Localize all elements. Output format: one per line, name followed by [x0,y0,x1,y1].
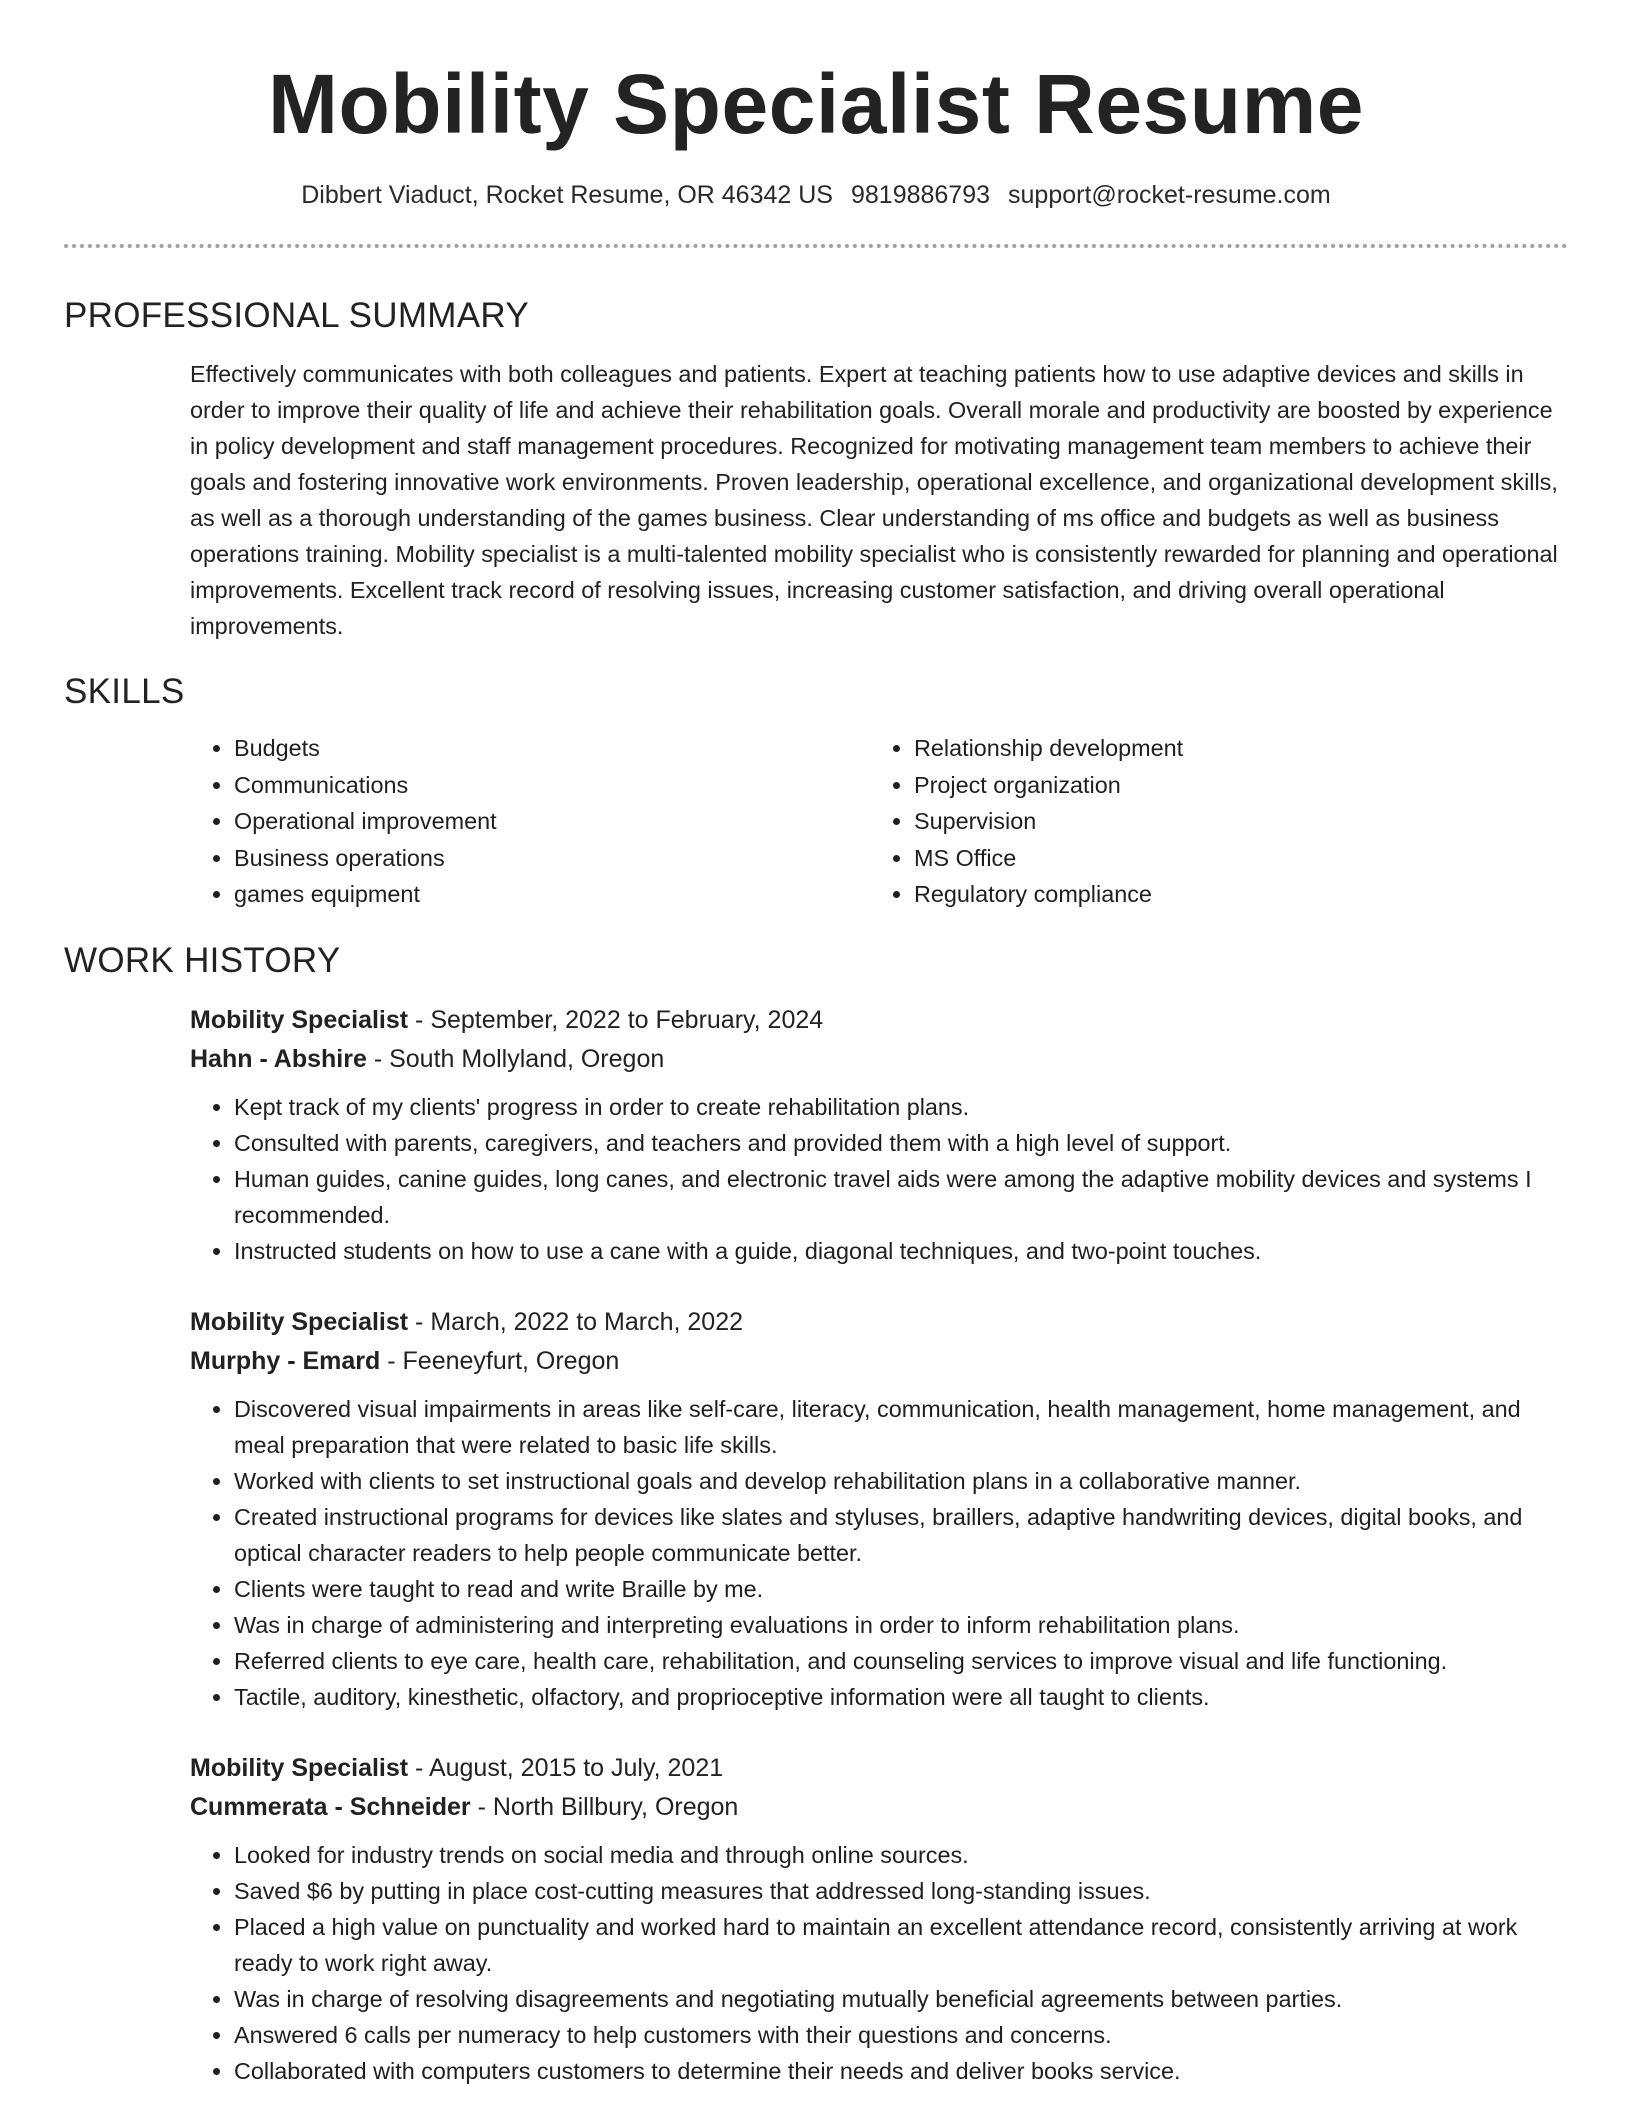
job-company-line [190,1788,1568,1827]
job-entry-3 [190,1749,1568,2089]
skills-column-left [190,730,870,913]
job-role: Mobility Specialist [190,1005,409,1034]
job-bullets [190,1089,1568,1269]
contact-phone: 9819886793 [850,181,991,209]
skill-item: • Supervision [914,803,1550,840]
job-bullet: • Consulted with parents, caregivers, and teachers and provided them with a high level of support. [234,1125,1568,1161]
job-bullet: • Worked with clients to set instructional goals and develop rehabilitation plans in a collaborative manner. [234,1463,1568,1499]
job-location: - North Billbury, Oregon [470,1792,739,1821]
job-bullet: • Created instructional programs for devices like slates and styluses, braillers, adaptive handwriting devices, digital books, and optical character readers to help people communicate better. [234,1499,1568,1571]
skill-item: • Project organization [914,767,1550,804]
job-bullet: • Human guides, canine guides, long canes, and electronic travel aids were among the adaptive mobility devices and systems I recommended. [234,1161,1568,1233]
summary-text: Effectively communicates with both colleagues and patients. Expert at teaching patients how to use adaptive devices and skills in order to improve their quality of life and achieve their rehabilitation goals. Overall morale and productivity are boosted by experience in policy development and staff management procedures. Recognized for motivating management team members to achieve their goals and fostering innovative work environments. Proven leadership, operational excellence, and organizational development skills, as well as a thorough understanding of the games business. Clear understanding of ms office and budgets as well as business operations training. Mobility specialist is a multi-talented mobility specialist who is consistently rewarded for planning and operational improvements. Excellent track record of resolving issues, increasing customer satisfaction, and driving overall operational improvements. [190,361,1558,639]
contact-line [64,178,1568,212]
job-entry-2 [190,1303,1568,1715]
job-bullet: • Discovered visual impairments in areas like self-care, literacy, communication, health management, home management, and meal preparation that were related to basic life skills. [234,1391,1568,1463]
skill-item: • Operational improvement [234,803,870,840]
job-role: Mobility Specialist [190,1753,409,1782]
summary-heading: PROFESSIONAL SUMMARY [64,296,529,335]
work-history-heading: WORK HISTORY [64,940,341,980]
job-bullet: • Looked for industry trends on social media and through online sources. [234,1837,1568,1873]
skill-item: • Regulatory compliance [914,876,1550,913]
job-bullet: • Was in charge of resolving disagreements and negotiating mutually beneficial agreements between parties. [234,1981,1568,2017]
contact-email: support@rocket-resume.com [1008,181,1331,209]
job-bullet: • Collaborated with computers customers to determine their needs and deliver books service. [234,2053,1568,2089]
job-entry-1 [190,1001,1568,1269]
resume-title: Mobility Specialist Resume [268,57,1364,151]
skill-item: • Business operations [234,840,870,877]
job-company: Murphy - Emard [190,1346,381,1375]
job-role-line [190,1303,1568,1342]
job-company: Hahn - Abshire [190,1044,367,1073]
job-dates: - March, 2022 to March, 2022 [408,1307,743,1336]
job-bullet: • Referred clients to eye care, health care, rehabilitation, and counseling services to improve visual and life functioning. [234,1643,1568,1679]
job-location: - Feeneyfurt, Oregon [380,1346,620,1375]
skills-list [190,730,1568,913]
skill-item: • Relationship development [914,730,1550,767]
job-company: Cummerata - Schneider [190,1792,471,1821]
header-divider [64,244,1568,248]
job-bullet: • Clients were taught to read and write Braille by me. [234,1571,1568,1607]
job-bullet: • Kept track of my clients' progress in order to create rehabilitation plans. [234,1089,1568,1125]
skill-item: • MS Office [914,840,1550,877]
job-dates: - September, 2022 to February, 2024 [408,1005,824,1034]
job-dates: - August, 2015 to July, 2021 [408,1753,724,1782]
job-bullet: • Was in charge of administering and interpreting evaluations in order to inform rehabilitation plans. [234,1607,1568,1643]
skill-item: • Communications [234,767,870,804]
skills-heading: SKILLS [64,672,185,711]
job-company-line [190,1040,1568,1079]
job-role: Mobility Specialist [190,1307,409,1336]
job-bullet: • Tactile, auditory, kinesthetic, olfactory, and proprioceptive information were all taught to clients. [234,1679,1568,1715]
skill-item: • Budgets [234,730,870,767]
job-bullet: • Placed a high value on punctuality and worked hard to maintain an excellent attendance record, consistently arriving at work ready to work right away. [234,1909,1568,1981]
skill-item: • games equipment [234,876,870,913]
job-role-line [190,1001,1568,1040]
job-role-line [190,1749,1568,1788]
job-bullet: • Instructed students on how to use a cane with a guide, diagonal techniques, and two-point touches. [234,1233,1568,1269]
job-bullet: • Answered 6 calls per numeracy to help customers with their questions and concerns. [234,2017,1568,2053]
job-bullet: • Saved $6 by putting in place cost-cutting measures that addressed long-standing issues. [234,1873,1568,1909]
job-bullets [190,1391,1568,1715]
job-company-line [190,1342,1568,1381]
contact-address: Dibbert Viaduct, Rocket Resume, OR 46342 US [301,181,833,209]
job-location: - South Mollyland, Oregon [366,1044,665,1073]
job-bullets [190,1837,1568,2089]
skills-column-right [870,730,1550,913]
